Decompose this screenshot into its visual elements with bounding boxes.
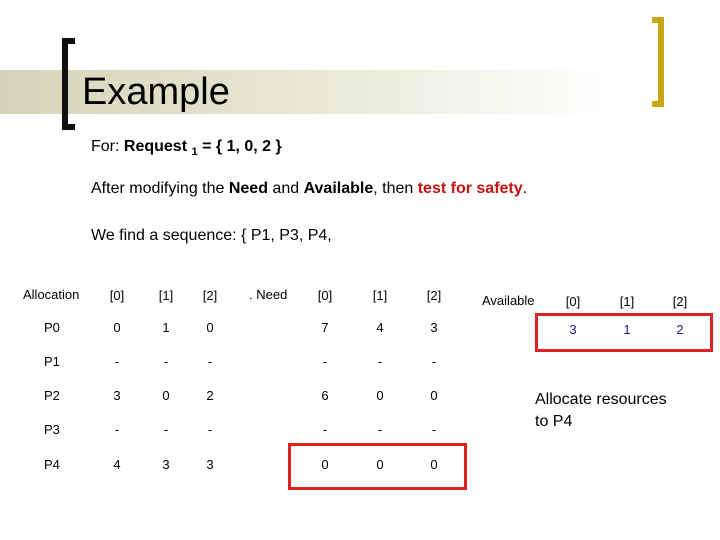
alloc-col-header: [0]: [109, 288, 125, 303]
alloc-cell: -: [114, 422, 120, 437]
alloc-cell: 0: [206, 320, 214, 335]
available-cell: 1: [623, 322, 631, 337]
need-cell: 0: [321, 457, 329, 472]
alloc-cell: 4: [113, 457, 121, 472]
need-cell: 0: [376, 388, 384, 403]
need-word: Need: [228, 180, 268, 197]
modify-text-4: .: [522, 180, 528, 197]
available-col-header: [0]: [565, 294, 581, 309]
modify-text-1: After modifying the: [91, 180, 229, 197]
alloc-col-header: [2]: [202, 288, 218, 303]
need-cell: -: [431, 354, 437, 369]
need-cell: -: [322, 422, 328, 437]
alloc-cell: 3: [162, 457, 170, 472]
alloc-cell: -: [163, 422, 169, 437]
request-line: [91, 138, 282, 158]
need-cell: 0: [430, 388, 438, 403]
available-label: Available: [482, 293, 535, 308]
available-col-header: [2]: [672, 294, 688, 309]
right-bracket-decoration: [652, 17, 664, 107]
slide-title: Example: [82, 71, 230, 113]
alloc-cell: 3: [113, 388, 121, 403]
modify-text-2: and: [267, 180, 304, 197]
need-cell: 0: [430, 457, 438, 472]
alloc-cell: 3: [206, 457, 214, 472]
alloc-cell: 0: [113, 320, 121, 335]
request-label: Request: [123, 138, 188, 155]
available-col-header: [1]: [619, 294, 635, 309]
need-cell: 4: [376, 320, 384, 335]
available-cell: 2: [676, 322, 684, 337]
need-cell: 3: [430, 320, 438, 335]
need-cell: 6: [321, 388, 329, 403]
process-label: P2: [44, 388, 60, 403]
sequence-line: We find a sequence: { P1, P3, P4,: [91, 227, 332, 244]
left-bracket-decoration: [62, 38, 75, 130]
process-label: P1: [44, 354, 60, 369]
request-subscript: 1: [191, 146, 198, 159]
available-cell: 3: [569, 322, 577, 337]
alloc-cell: -: [163, 354, 169, 369]
need-col-header: [0]: [317, 288, 333, 303]
need-cell: 7: [321, 320, 329, 335]
need-cell: -: [377, 422, 383, 437]
allocate-note: [535, 389, 667, 433]
need-col-header: [2]: [426, 288, 442, 303]
need-cell: -: [377, 354, 383, 369]
allocate-note-line-1: Allocate resources: [535, 391, 667, 408]
process-label: P3: [44, 422, 60, 437]
allocate-note-line-2: to P4: [535, 413, 573, 430]
available-word: Available: [303, 180, 374, 197]
alloc-cell: -: [207, 354, 213, 369]
modify-line: [91, 180, 527, 198]
need-cell: -: [322, 354, 328, 369]
need-cell: -: [431, 422, 437, 437]
alloc-cell: 2: [206, 388, 214, 403]
need-label: . Need: [249, 287, 288, 302]
need-col-header: [1]: [372, 288, 388, 303]
process-label: P4: [44, 457, 60, 472]
modify-text-3: , then: [373, 180, 418, 197]
alloc-cell: -: [114, 354, 120, 369]
alloc-cell: 0: [162, 388, 170, 403]
process-label: P0: [44, 320, 60, 335]
alloc-cell: 1: [162, 320, 170, 335]
allocation-label: Allocation: [23, 287, 80, 302]
alloc-cell: -: [207, 422, 213, 437]
alloc-col-header: [1]: [158, 288, 174, 303]
test-for-safety: test for safety: [417, 180, 523, 197]
request-value: = { 1, 0, 2 }: [202, 138, 282, 155]
need-cell: 0: [376, 457, 384, 472]
request-prefix: For:: [91, 138, 120, 155]
